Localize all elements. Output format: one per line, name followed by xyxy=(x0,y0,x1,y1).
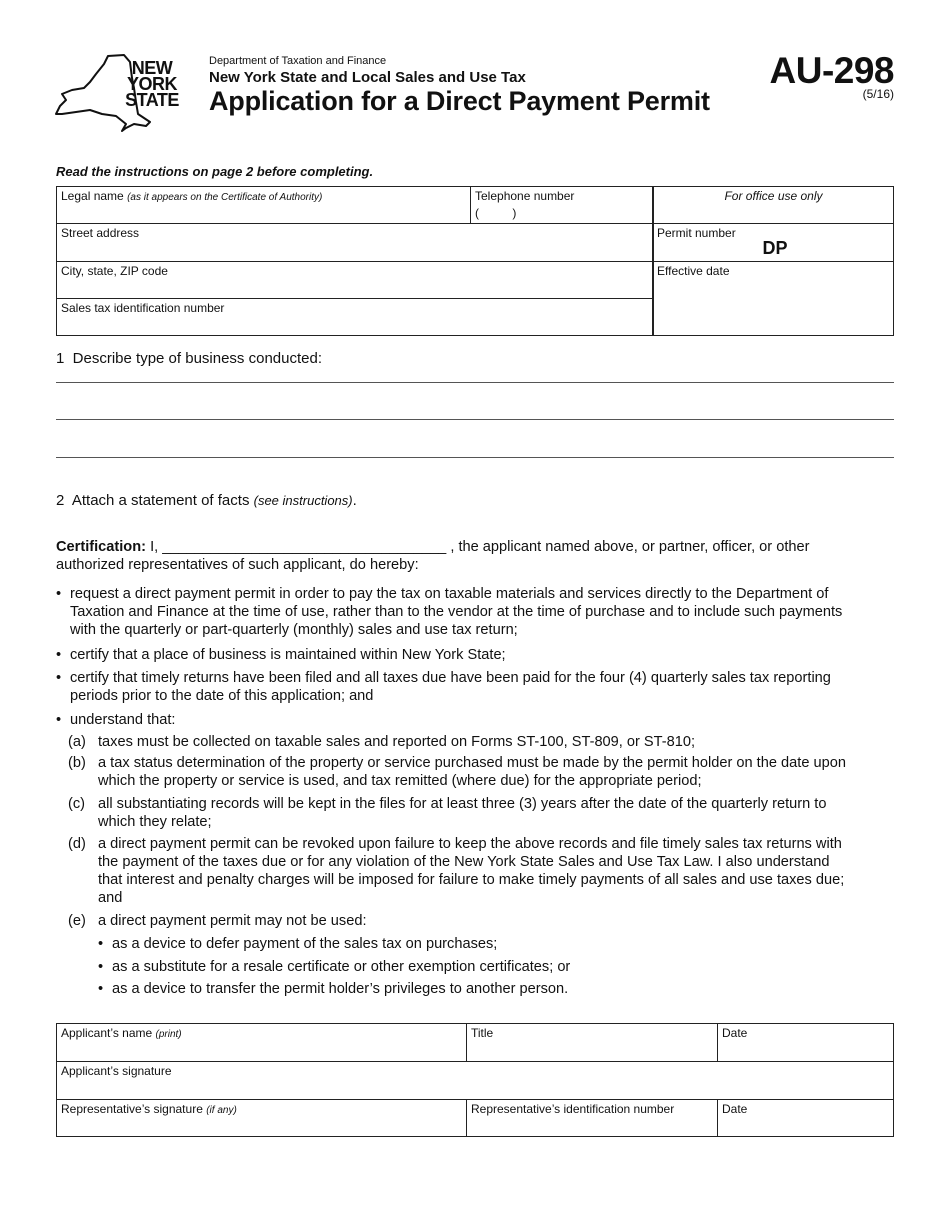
date-field[interactable] xyxy=(717,1023,894,1061)
form-title: Application for a Direct Payment Permit xyxy=(209,86,710,116)
street-address-label: Street address xyxy=(61,226,140,240)
applicant-signature-label: Applicant’s signature xyxy=(61,1064,172,1078)
nys-logo xyxy=(52,52,184,134)
item-line: a direct payment permit can be revoked upon failure to keep the above records and file timely sales tax returns with xyxy=(98,836,842,852)
form-number: AU-298 xyxy=(769,50,894,91)
bullet-line: Taxation and Finance at the time of use, rather than to the vendor at the time of purchase and to include such payments xyxy=(70,604,843,620)
department-name: Department of Taxation and Finance xyxy=(209,55,387,67)
item-mark: (d) xyxy=(68,836,86,852)
question-2-hint: (see instructions) xyxy=(253,493,353,508)
date-label: Date xyxy=(722,1026,748,1040)
title-label: Title xyxy=(471,1026,494,1040)
certification-label: Certification: xyxy=(56,539,146,555)
telephone-field[interactable] xyxy=(470,186,652,223)
date2-field[interactable] xyxy=(717,1099,894,1137)
city-state-zip-label: City, state, ZIP code xyxy=(61,264,168,278)
certification-line-1 xyxy=(56,538,809,556)
sales-tax-id-field[interactable] xyxy=(56,298,652,336)
not-used-text: as a device to defer payment of the sales tax on purchases; xyxy=(112,936,498,952)
instructions-note: Read the instructions on page 2 before completing. xyxy=(56,164,374,179)
rep-signature-label: Representative’s signature xyxy=(61,1102,203,1116)
item-line: taxes must be collected on taxable sales and reported on Forms ST-100, ST-809, or ST-810; xyxy=(98,734,696,750)
certification-text-b: authorized representatives of such applicant, do hereby: xyxy=(56,557,419,573)
legal-name-hint: (as it appears on the Certificate of Authority) xyxy=(127,192,323,203)
item-line: the payment of the taxes due or for any violation of the New York State Sales and Use Tax Law. I also understand xyxy=(98,854,830,870)
rep-signature-hint: (if any) xyxy=(206,1105,237,1116)
permit-number-field xyxy=(653,223,894,261)
bullet-line: certify that timely returns have been filed and all taxes due have been paid for the four (4) quarterly sales tax reporting xyxy=(70,670,831,686)
business-line-1[interactable] xyxy=(56,382,894,383)
applicant-signature-field[interactable] xyxy=(56,1061,894,1099)
city-state-zip-field[interactable] xyxy=(56,261,652,298)
item-line: which the property or service is used, and tax remitted (where due) for the appropriate period; xyxy=(98,773,702,789)
telephone-label: Telephone number xyxy=(475,189,575,203)
permit-prefix: DP xyxy=(762,238,788,258)
not-used-text: as a device to transfer the permit holder’s privileges to another person. xyxy=(112,981,569,997)
logo-word-york: YORK xyxy=(126,74,177,94)
street-address-field[interactable] xyxy=(56,223,652,261)
permit-number-label: Permit number xyxy=(657,226,736,240)
sales-tax-id-label: Sales tax identification number xyxy=(61,301,225,315)
item-mark: (a) xyxy=(68,734,86,750)
item-line: and xyxy=(98,890,123,906)
legal-name-field[interactable] xyxy=(56,186,470,223)
effective-date-label: Effective date xyxy=(657,264,730,278)
business-line-3[interactable] xyxy=(56,457,894,458)
item-line: that interest and penalty charges will be imposed for failure to make timely payments of all sales and use taxes due; xyxy=(98,872,845,888)
logo-word-state: STATE xyxy=(125,90,179,110)
question-1: 1 Describe type of business conducted: xyxy=(56,350,322,367)
rep-id-field[interactable] xyxy=(466,1099,717,1137)
not-used-text: as a substitute for a resale certificate or other exemption certificates; or xyxy=(112,959,571,975)
item-mark: (c) xyxy=(68,796,86,812)
bullet-line: certify that a place of business is maintained within New York State; xyxy=(70,647,506,663)
effective-date-field xyxy=(653,261,894,336)
form-revision: (5/16) xyxy=(862,87,894,101)
item-line: which they relate; xyxy=(98,814,212,830)
telephone-area-code: ( ) xyxy=(475,206,517,220)
item-line: all substantiating records will be kept in the files for at least three (3) years after the date of the quarterly return to xyxy=(98,796,827,812)
bullet-line: with the quarterly or part-quarterly (monthly) sales and use tax return; xyxy=(70,622,518,638)
office-use-header xyxy=(653,186,894,223)
rep-signature-field[interactable] xyxy=(56,1099,466,1137)
question-2: 2 Attach a statement of facts (see instructions). xyxy=(56,492,357,509)
item-mark: (b) xyxy=(68,755,86,771)
logo-word-new: NEW xyxy=(131,58,173,78)
bullet-line: periods prior to the date of this application; and xyxy=(70,688,374,704)
certification-text-a: I, ___________________________________ , the applicant named above, or partner, officer, or other xyxy=(150,539,810,555)
form-subtitle: New York State and Local Sales and Use Tax xyxy=(209,69,526,86)
item-line: a tax status determination of the property or service purchased must be made by the permit holder on the date upon xyxy=(98,755,846,771)
bullet-line: understand that: xyxy=(70,712,176,728)
legal-name-label: Legal name xyxy=(61,189,124,203)
bullet-line: request a direct payment permit in order to pay the tax on taxable materials and services directly to the Department of xyxy=(70,586,829,602)
question-2-text: 2 Attach a statement of facts xyxy=(56,492,250,509)
item-mark: (e) xyxy=(68,913,86,929)
office-use-label: For office use only xyxy=(724,189,823,203)
date2-label: Date xyxy=(722,1102,748,1116)
applicant-name-field[interactable] xyxy=(56,1023,466,1061)
title-field[interactable] xyxy=(466,1023,717,1061)
applicant-name-hint: (print) xyxy=(155,1029,182,1040)
applicant-name-label: Applicant’s name xyxy=(61,1026,153,1040)
item-line: a direct payment permit may not be used: xyxy=(98,913,367,929)
rep-id-label: Representative’s identification number xyxy=(471,1102,675,1116)
business-line-2[interactable] xyxy=(56,419,894,420)
